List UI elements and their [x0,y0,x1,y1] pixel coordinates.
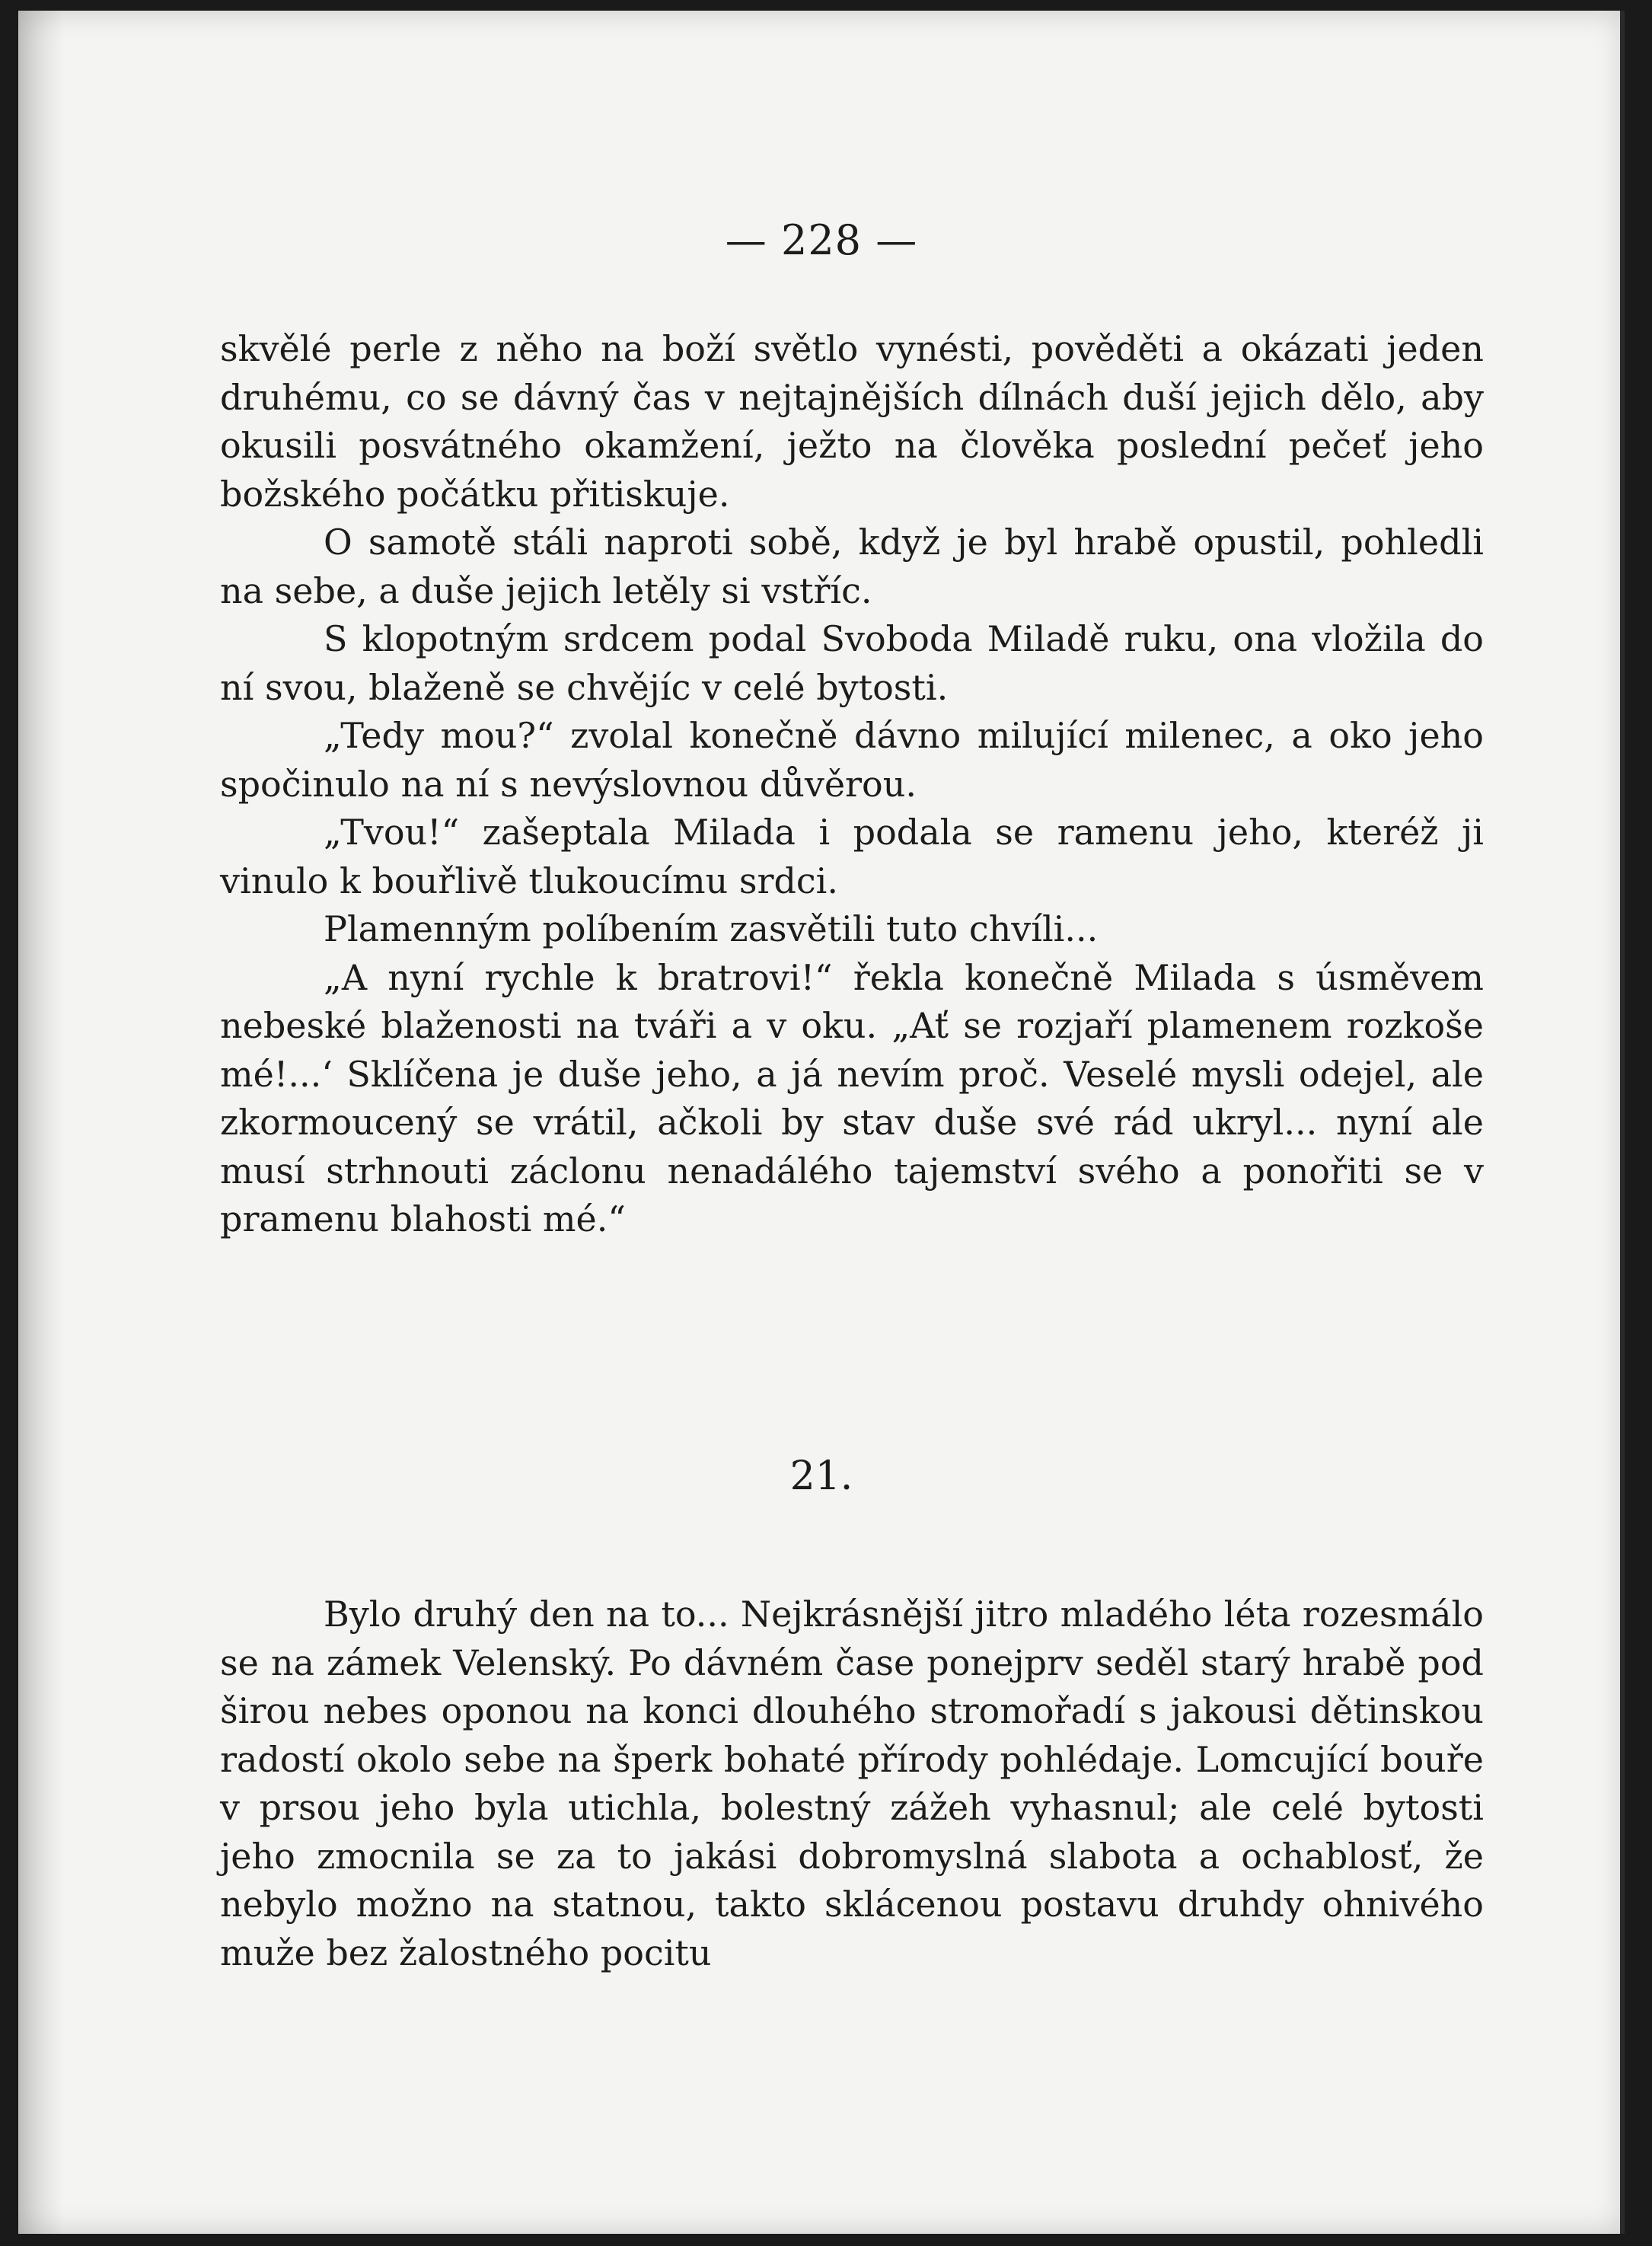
paragraph: S klopotným srdcem podal Svoboda Miladě ruku, ona vložila do ní svou, blaženě se chvějíc v celé bytosti. [220,618,1484,708]
page-number: — 228 — [725,216,918,264]
text-block-chapter-21 [220,1590,1484,1977]
paragraph: Bylo druhý den na to... Nejkrásnější jitro mladého léta rozesmálo se na zámek Velenský. Po dávném čase ponejprv seděl starý hrabě pod širou nebes oponou na konci dlouhého stromořadí s jakousi dětinskou radostí okolo sebe na šperk bohaté přírody pohlédaje. Lomcující bouře v prsou jeho byla utichla, bolestný zážeh vyhasnul; ale celé bytosti jeho zmocnila se za to jakási dobromyslná slabota a ochablosť, že nebylo možno na statnou, takto sklácenou postavu druhdy ohnivého muže bez žalostného pocitu [220,1594,1484,1973]
chapter-number: 21. [789,1453,853,1499]
paragraph: „Tedy mou?“ zvolal konečně dávno milující milenec, a oko jeho spočinulo na ní s nevýslovnou důvěrou. [220,715,1484,805]
paragraph: „A nyní rychle k bratrovi!“ řekla konečně Milada s úsměvem nebeské blaženosti na tváři a v oku. „Ať se rozjaří plamenem rozkoše mé!...‘ Sklíčena je duše jeho, a já nevím proč. Veselé mysli odejel, ale zkormoucený se vrátil, ačkoli by stav duše své rád ukryl... nyní ale musí strhnouti záclonu nenadálého tajemství svého a ponořiti se v pramenu blahosti mé.“ [220,956,1484,1239]
binding-shadow [18,11,64,2234]
paragraph: „Tvou!“ zašeptala Milada i podala se ramenu jeho, kteréž ji vinulo k bouřlivě tlukoucímu srdci. [220,812,1484,901]
text-block-before-chapter [220,325,1484,1244]
paragraph: Plamenným políbením zasvětili tuto chvíli... [324,908,1099,949]
page-edge [1620,11,1625,2234]
paragraph: skvělé perle z něho na boží světlo vynésti, pověděti a okázati jeden druhému, co se dávný čas v nejtajnějších dílnách duší jejich dělo, aby okusili posvátného okamžení, ježto na člověka poslední pečeť jeho božského počátku přitiskuje. [220,328,1484,515]
paragraph: O samotě stáli naproti sobě, když je byl hrabě opustil, pohledli na sebe, a duše jejich letěly si vstříc. [220,522,1484,611]
book-page [18,11,1625,2234]
